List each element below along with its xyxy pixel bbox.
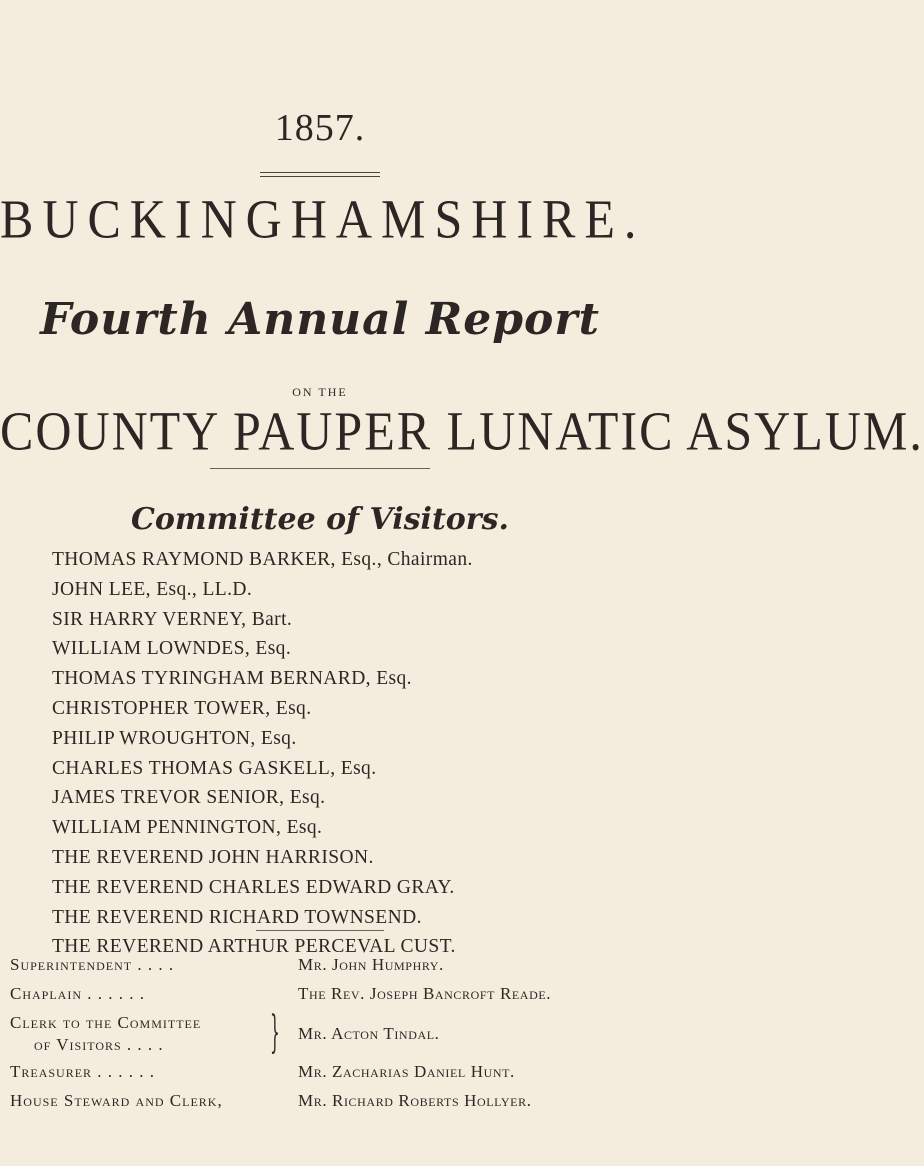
officer-role-continued: of Visitors . . . . xyxy=(34,1035,164,1054)
committee-member: THE REVEREND RICHARD TOWNSEND. xyxy=(52,906,422,928)
officer-name: Mr. Richard Roberts Hollyer. xyxy=(298,1091,532,1110)
committee-member: THE REVEREND JOHN HARRISON. xyxy=(52,846,374,868)
committee-member: JAMES TREVOR SENIOR, Esq. xyxy=(52,787,326,809)
officer-role: Clerk to the Committee xyxy=(10,1013,202,1032)
officer-name: Mr. Zacharias Daniel Hunt. xyxy=(298,1062,515,1081)
officer-role: Treasurer . . . . . . xyxy=(10,1062,156,1081)
committee-member: THOMAS RAYMOND BARKER, Esq., Chairman. xyxy=(52,549,473,570)
committee-member-list xyxy=(52,545,473,962)
officer-role: Superintendent . . . . xyxy=(10,955,175,974)
report-title: Fourth Annual Report xyxy=(40,294,600,345)
divider xyxy=(210,468,430,469)
committee-heading: Committee of Visitors. xyxy=(131,502,509,537)
committee-member: CHARLES THOMAS GASKELL, Esq. xyxy=(52,757,377,779)
officer-name: Mr. John Humphry. xyxy=(298,955,444,974)
committee-member: CHRISTOPHER TOWER, Esq. xyxy=(52,697,312,719)
committee-member: WILLIAM PENNINGTON, Esq. xyxy=(52,817,323,839)
on-the-label: ON THE xyxy=(292,385,348,399)
officer-name: The Rev. Joseph Bancroft Reade. xyxy=(298,984,552,1003)
committee-member: WILLIAM LOWNDES, Esq. xyxy=(52,638,292,660)
committee-member: THE REVEREND CHARLES EDWARD GRAY. xyxy=(52,876,455,898)
divider xyxy=(256,930,384,931)
committee-member: THE REVEREND ARTHUR PERCEVAL CUST. xyxy=(52,936,456,958)
officer-name: Mr. Acton Tindal. xyxy=(298,1024,440,1043)
county-name: BUCKINGHAMSHIRE. xyxy=(0,188,646,250)
committee-member: JOHN LEE, Esq., LL.D. xyxy=(52,578,253,600)
officer-role: Chaplain . . . . . . xyxy=(10,984,146,1003)
committee-member: THOMAS TYRINGHAM BERNARD, Esq. xyxy=(52,668,412,690)
committee-member: SIR HARRY VERNEY, Bart. xyxy=(52,608,293,630)
double-rule-divider xyxy=(260,172,380,177)
institution-name: COUNTY PAUPER LUNATIC ASYLUM. xyxy=(0,400,924,462)
year: 1857. xyxy=(274,107,366,149)
brace-mark: } xyxy=(270,1007,280,1058)
committee-member: PHILIP WROUGHTON, Esq. xyxy=(52,727,297,749)
officer-role: House Steward and Clerk, xyxy=(10,1091,223,1110)
